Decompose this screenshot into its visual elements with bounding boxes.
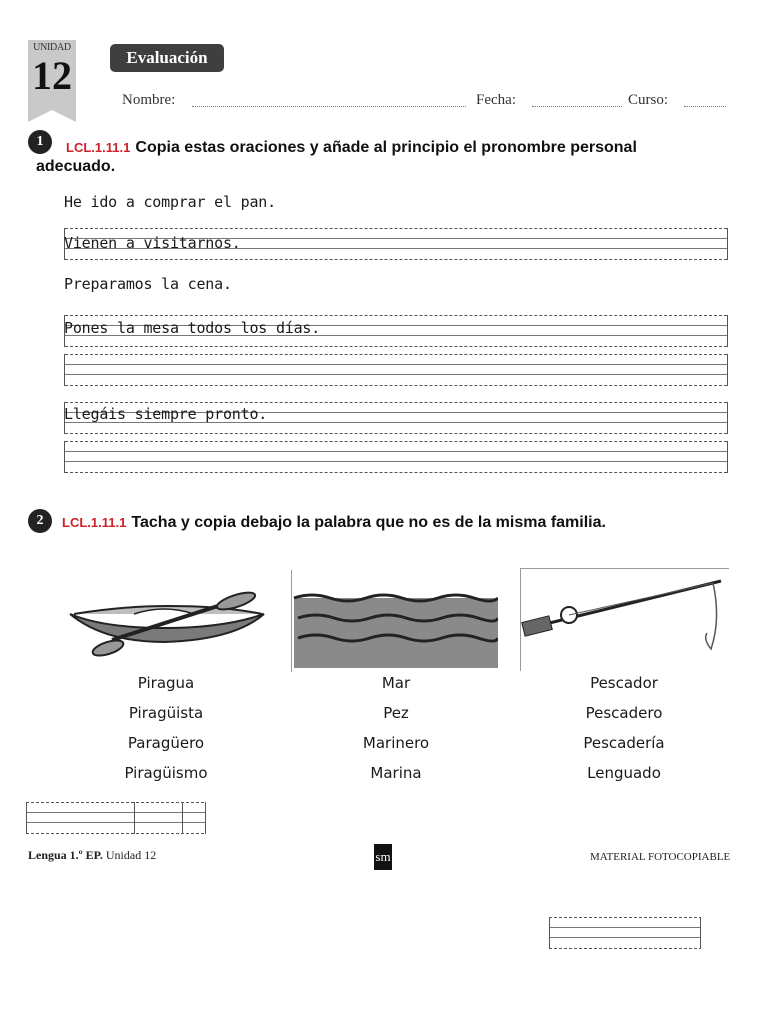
answer-grid[interactable] bbox=[26, 802, 206, 834]
word-list bbox=[316, 674, 476, 794]
list-item[interactable]: Mar bbox=[381, 674, 411, 692]
exercise-1-instruction bbox=[66, 137, 746, 157]
list-item[interactable]: Pez bbox=[383, 704, 409, 722]
exercise-2-code: LCL.1.11.1 bbox=[62, 515, 127, 530]
exercise-1-instruction-line2: adecuado. bbox=[36, 158, 116, 175]
footer-photocopiable: MATERIAL FOTOCOPIABLE bbox=[590, 851, 731, 863]
list-item[interactable]: Pescador bbox=[590, 674, 658, 692]
name-label: Nombre: bbox=[122, 92, 176, 108]
list-item[interactable]: Piragüismo bbox=[124, 764, 208, 782]
exercise-2-instruction-text: Tacha y copia debajo la palabra que no es de la misma familia. bbox=[131, 514, 606, 531]
writing-lines[interactable] bbox=[64, 441, 728, 473]
exercise-2-instruction bbox=[62, 512, 752, 532]
list-item[interactable]: Pescadería bbox=[583, 734, 665, 752]
answer-box[interactable] bbox=[549, 917, 701, 949]
course-label: Curso: bbox=[628, 92, 669, 108]
unit-number: 12 bbox=[32, 53, 72, 98]
unit-badge bbox=[28, 40, 76, 122]
list-item[interactable]: Piragua bbox=[137, 674, 195, 692]
writing-lines[interactable] bbox=[64, 354, 728, 386]
sentence-3: Preparamos la cena. bbox=[64, 275, 232, 293]
list-item[interactable]: Marina bbox=[370, 764, 422, 782]
publisher-logo: sm bbox=[374, 844, 392, 870]
fishing-rod-illustration bbox=[520, 568, 729, 671]
date-label: Fecha: bbox=[476, 92, 516, 108]
canoe-illustration bbox=[64, 568, 270, 670]
footer-subject bbox=[28, 848, 156, 863]
date-field[interactable] bbox=[532, 106, 622, 107]
word-list bbox=[86, 674, 246, 794]
sentence-1: He ido a comprar el pan. bbox=[64, 193, 276, 211]
exercise-2-number: 2 bbox=[28, 509, 52, 533]
sentence-2: Vienen a visitarnos. bbox=[64, 234, 241, 252]
footer-subject-unit: Unidad 12 bbox=[105, 848, 157, 862]
sea-waves-illustration bbox=[292, 568, 498, 670]
exercise-1-code: LCL.1.11.1 bbox=[66, 140, 131, 155]
list-item[interactable]: Pescadero bbox=[585, 704, 663, 722]
list-item[interactable]: Paragüero bbox=[127, 734, 205, 752]
sentence-5: Llegáis siempre pronto. bbox=[64, 405, 268, 423]
exercise-1-number: 1 bbox=[28, 130, 52, 154]
list-item[interactable]: Piragüista bbox=[128, 704, 204, 722]
footer-subject-bold: Lengua 1.º EP. bbox=[28, 848, 103, 862]
sentence-4: Pones la mesa todos los días. bbox=[64, 319, 321, 337]
list-item[interactable]: Marinero bbox=[362, 734, 430, 752]
page-title: Evaluación bbox=[110, 44, 224, 72]
course-field[interactable] bbox=[684, 106, 726, 107]
word-list bbox=[544, 674, 704, 794]
unit-label: UNIDAD bbox=[33, 42, 71, 53]
list-item[interactable]: Lenguado bbox=[587, 764, 661, 782]
name-field[interactable] bbox=[192, 106, 466, 107]
exercise-1-instruction-line1: Copia estas oraciones y añade al principio el pronombre personal bbox=[135, 139, 637, 156]
